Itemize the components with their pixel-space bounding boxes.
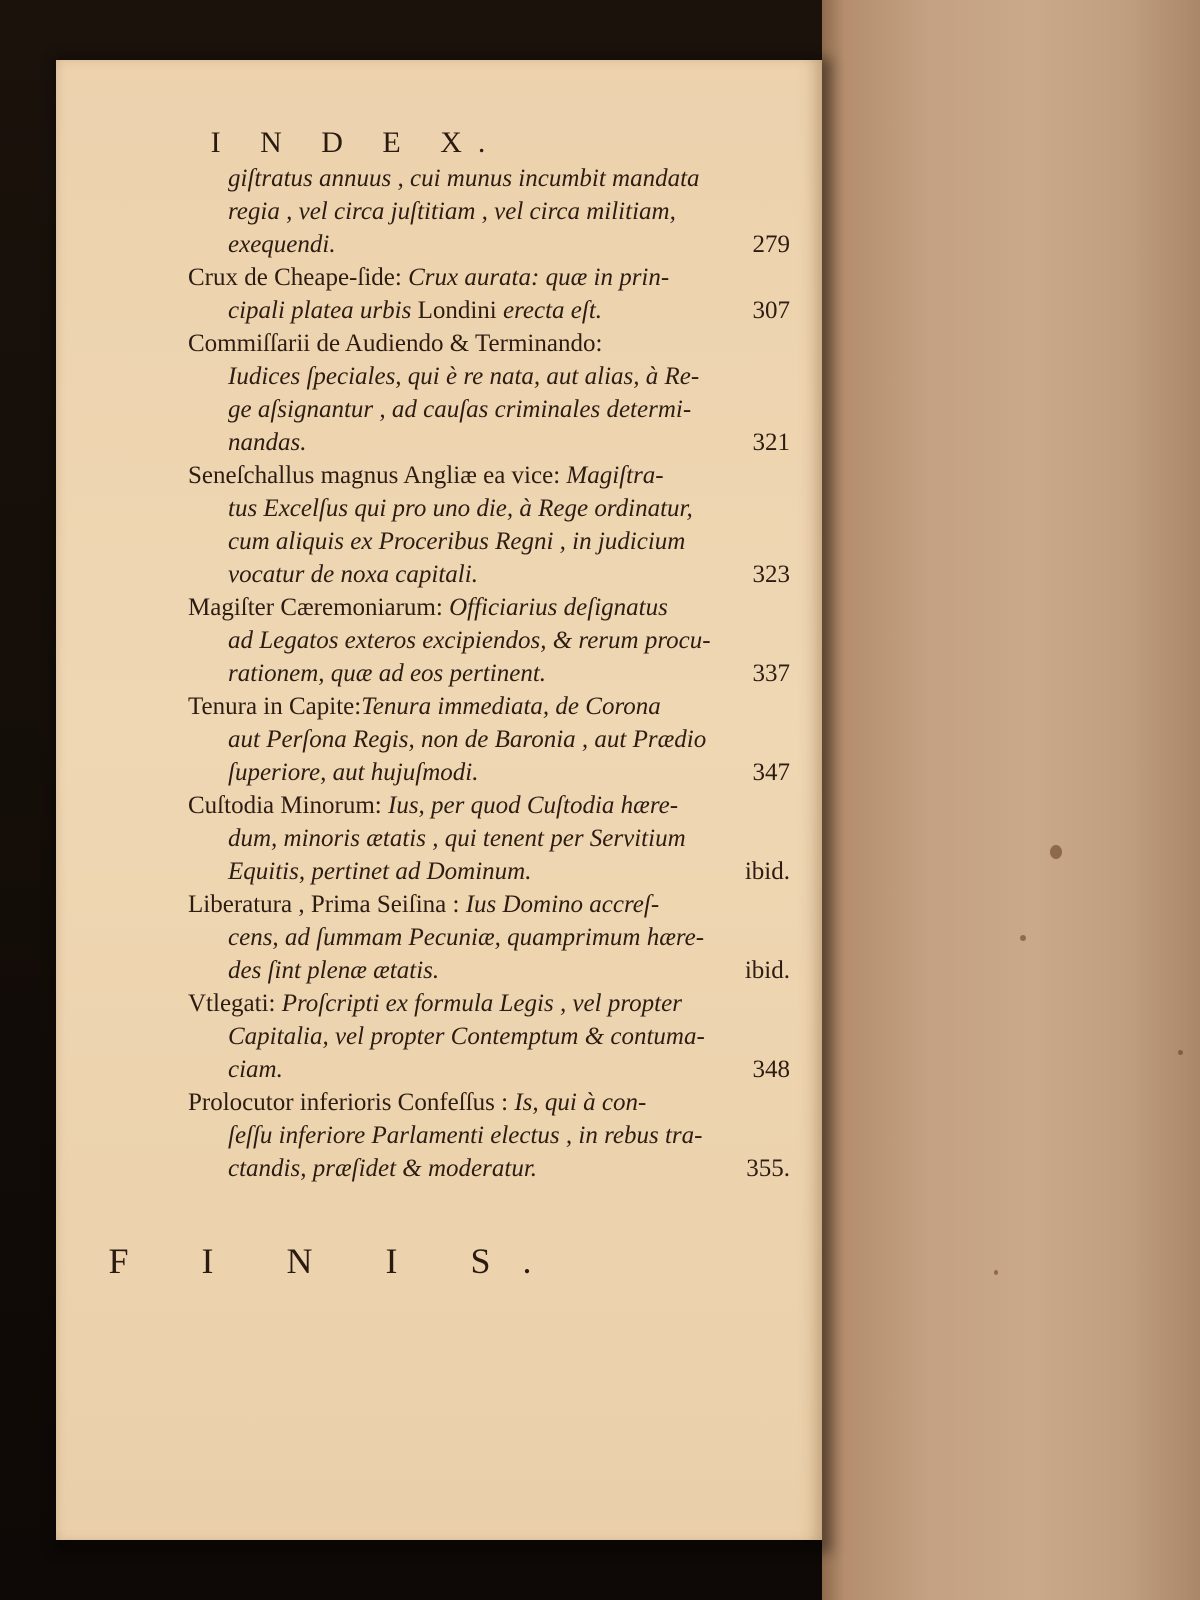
index-entry-heading-line [56, 459, 822, 492]
entry-definition-text: ſuperiore, aut hujuſmodi. [228, 759, 479, 786]
foxing-spot [1050, 845, 1062, 859]
entry-definition-text: ge aſsignantur , ad cauſas criminales determi- [228, 396, 692, 423]
page-reference-number: 307 [752, 297, 790, 324]
running-head: I N D E X. [210, 126, 502, 159]
entry-definition-text: Magiſtra- [566, 462, 664, 489]
entry-text [228, 756, 478, 789]
entry-text [228, 1119, 702, 1152]
index-entry-continuation-line [56, 855, 822, 888]
entry-text [228, 492, 693, 525]
entry-definition-text: ſeſſu inferiore Parlamenti electus , in rebus tra- [228, 1122, 703, 1149]
entry-definition-text: Equitis, pertinet ad Dominum. [228, 858, 532, 885]
entry-definition-text: aut Perſona Regis, non de Baronia , aut Prædio [228, 726, 707, 753]
page-reference-number: ibid. [744, 858, 790, 885]
index-entry-continuation-line [56, 1152, 822, 1185]
entry-text [228, 393, 691, 426]
index-entry-heading-line [56, 1086, 822, 1119]
entry-definition-text: rationem, quæ ad eos pertinent. [228, 660, 547, 687]
index-entry-continuation-line [56, 921, 822, 954]
page-reference-number: 279 [752, 231, 790, 258]
page-reference-number: 337 [752, 660, 790, 687]
entry-definition-text: regia , vel circa juſtitiam , vel circa militiam, [228, 198, 676, 225]
index-entry-continuation-line [56, 426, 822, 459]
entry-term-text: Liberatura , Prima Seiſina : [188, 891, 466, 918]
entry-text [228, 855, 531, 888]
index-entry-continuation-line [56, 558, 822, 591]
entry-definition-text: dum, minoris ætatis , qui tenent per Servitium [228, 825, 686, 852]
index-entry-continuation-line [56, 1119, 822, 1152]
index-entry-heading-line [56, 789, 822, 822]
page-reference-number: 348 [752, 1056, 790, 1083]
entry-term-text: Seneſchallus magnus Angliæ ea vice: [188, 462, 567, 489]
index-entry-continuation-line [56, 162, 822, 195]
page-reference-number: 355. [746, 1155, 790, 1182]
entry-definition-text: cipali platea urbis [228, 297, 418, 324]
entry-definition-text: ad Legatos exteros excipiendos, & rerum procu- [228, 627, 711, 654]
entry-text [228, 525, 685, 558]
entry-text [228, 1020, 705, 1053]
entry-term-text: Tenura in Capite: [188, 693, 362, 720]
index-entries [56, 162, 822, 1185]
entry-definition-text: Officiarius deſignatus [449, 594, 668, 621]
entry-definition-text: cens, ad ſummam Pecuniæ, quamprimum hære- [228, 924, 705, 951]
entry-text [228, 822, 686, 855]
index-entry-heading-line [56, 591, 822, 624]
index-entry-continuation-line [56, 1020, 822, 1053]
entry-definition-text: exequendi. [228, 231, 336, 258]
index-entry-continuation-line [56, 822, 822, 855]
index-entry-continuation-line [56, 195, 822, 228]
entry-text [228, 162, 700, 195]
entry-definition-text: cum aliquis ex Proceribus Regni , in judicium [228, 528, 686, 555]
entry-definition-text: Capitalia, vel propter Contemptum & contuma- [228, 1023, 705, 1050]
index-entry-continuation-line [56, 624, 822, 657]
entry-text [188, 888, 659, 921]
page-reference-number: 347 [752, 759, 790, 786]
entry-definition-text: des ſint plenæ ætatis. [228, 957, 440, 984]
entry-term-text: Cuſtodia Minorum: [188, 792, 388, 819]
entry-text [228, 426, 306, 459]
entry-text [228, 228, 336, 261]
entry-text [228, 1152, 537, 1185]
entry-definition-text: Crux aurata: quæ in prin- [408, 264, 670, 291]
entry-term-text: Londini [417, 297, 503, 324]
index-entry-heading-line [56, 327, 822, 360]
index-entry-continuation-line [56, 657, 822, 690]
index-entry-continuation-line [56, 723, 822, 756]
entry-text [228, 294, 602, 327]
entry-text [188, 459, 664, 492]
entry-text [228, 195, 676, 228]
index-entry-heading-line [56, 261, 822, 294]
entry-text [188, 591, 668, 624]
entry-text [188, 1086, 646, 1119]
index-entry-continuation-line [56, 393, 822, 426]
index-entry-heading-line [56, 987, 822, 1020]
entry-text [188, 690, 661, 723]
entry-text [228, 1053, 283, 1086]
entry-text [228, 723, 706, 756]
entry-term-text: Crux de Cheape-ſide: [188, 264, 409, 291]
entry-definition-text: Is, qui à con- [514, 1089, 647, 1116]
foxing-spot [1020, 935, 1026, 941]
entry-definition-text: tus Excelſus qui pro uno die, à Rege ordinatur, [228, 495, 693, 522]
entry-definition-text: Ius, per quod Cuſtodia hære- [388, 792, 679, 819]
entry-definition-text: ctandis, præſidet & moderatur. [228, 1155, 538, 1182]
index-entry-heading-line [56, 690, 822, 723]
entry-text [228, 558, 478, 591]
index-entry-continuation-line [56, 756, 822, 789]
entry-text [188, 261, 669, 294]
entry-definition-text: Iudices ſpeciales, qui è re nata, aut alias, à Re- [228, 363, 700, 390]
index-entry-continuation-line [56, 228, 822, 261]
entry-text [188, 789, 678, 822]
entry-term-text: Magiſter Cæremoniarum: [188, 594, 450, 621]
index-entry-heading-line [56, 888, 822, 921]
index-entry-continuation-line [56, 954, 822, 987]
entry-text [228, 954, 439, 987]
entry-text [228, 657, 546, 690]
page-reference-number: 321 [752, 429, 790, 456]
index-entry-continuation-line [56, 360, 822, 393]
book-page [56, 60, 822, 1540]
entry-text [188, 987, 682, 1020]
entry-definition-text: giſtratus annuus , cui munus incumbit mandata [228, 165, 700, 192]
page-reference-number: 323 [752, 561, 790, 588]
entry-text [188, 327, 602, 360]
index-entry-continuation-line [56, 525, 822, 558]
foxing-spot [994, 1270, 998, 1275]
index-entry-continuation-line [56, 492, 822, 525]
entry-definition-text: erecta eſt. [503, 297, 603, 324]
entry-text [228, 360, 699, 393]
entry-text [228, 921, 704, 954]
entry-definition-text: Tenura immediata, de Corona [361, 693, 661, 720]
finis-text: F I N I S. [108, 1241, 564, 1281]
entry-definition-text: vocatur de noxa capitali. [228, 561, 478, 588]
index-entry-continuation-line [56, 1053, 822, 1086]
entry-definition-text: nandas. [228, 429, 307, 456]
index-entry-continuation-line [56, 294, 822, 327]
entry-definition-text: Ius Domino accreſ- [465, 891, 660, 918]
facing-page [822, 0, 1200, 1600]
entry-definition-text: ciam. [228, 1056, 283, 1083]
entry-term-text: Vtlegati: [188, 990, 282, 1017]
foxing-spot [1178, 1050, 1183, 1055]
page-reference-number: ibid. [744, 957, 790, 984]
entry-term-text: Prolocutor inferioris Confeſſus : [188, 1089, 515, 1116]
entry-term-text: Commiſſarii de Audiendo & Terminando: [188, 330, 603, 357]
entry-text [228, 624, 711, 657]
entry-definition-text: Proſcripti ex formula Legis , vel propter [281, 990, 682, 1017]
